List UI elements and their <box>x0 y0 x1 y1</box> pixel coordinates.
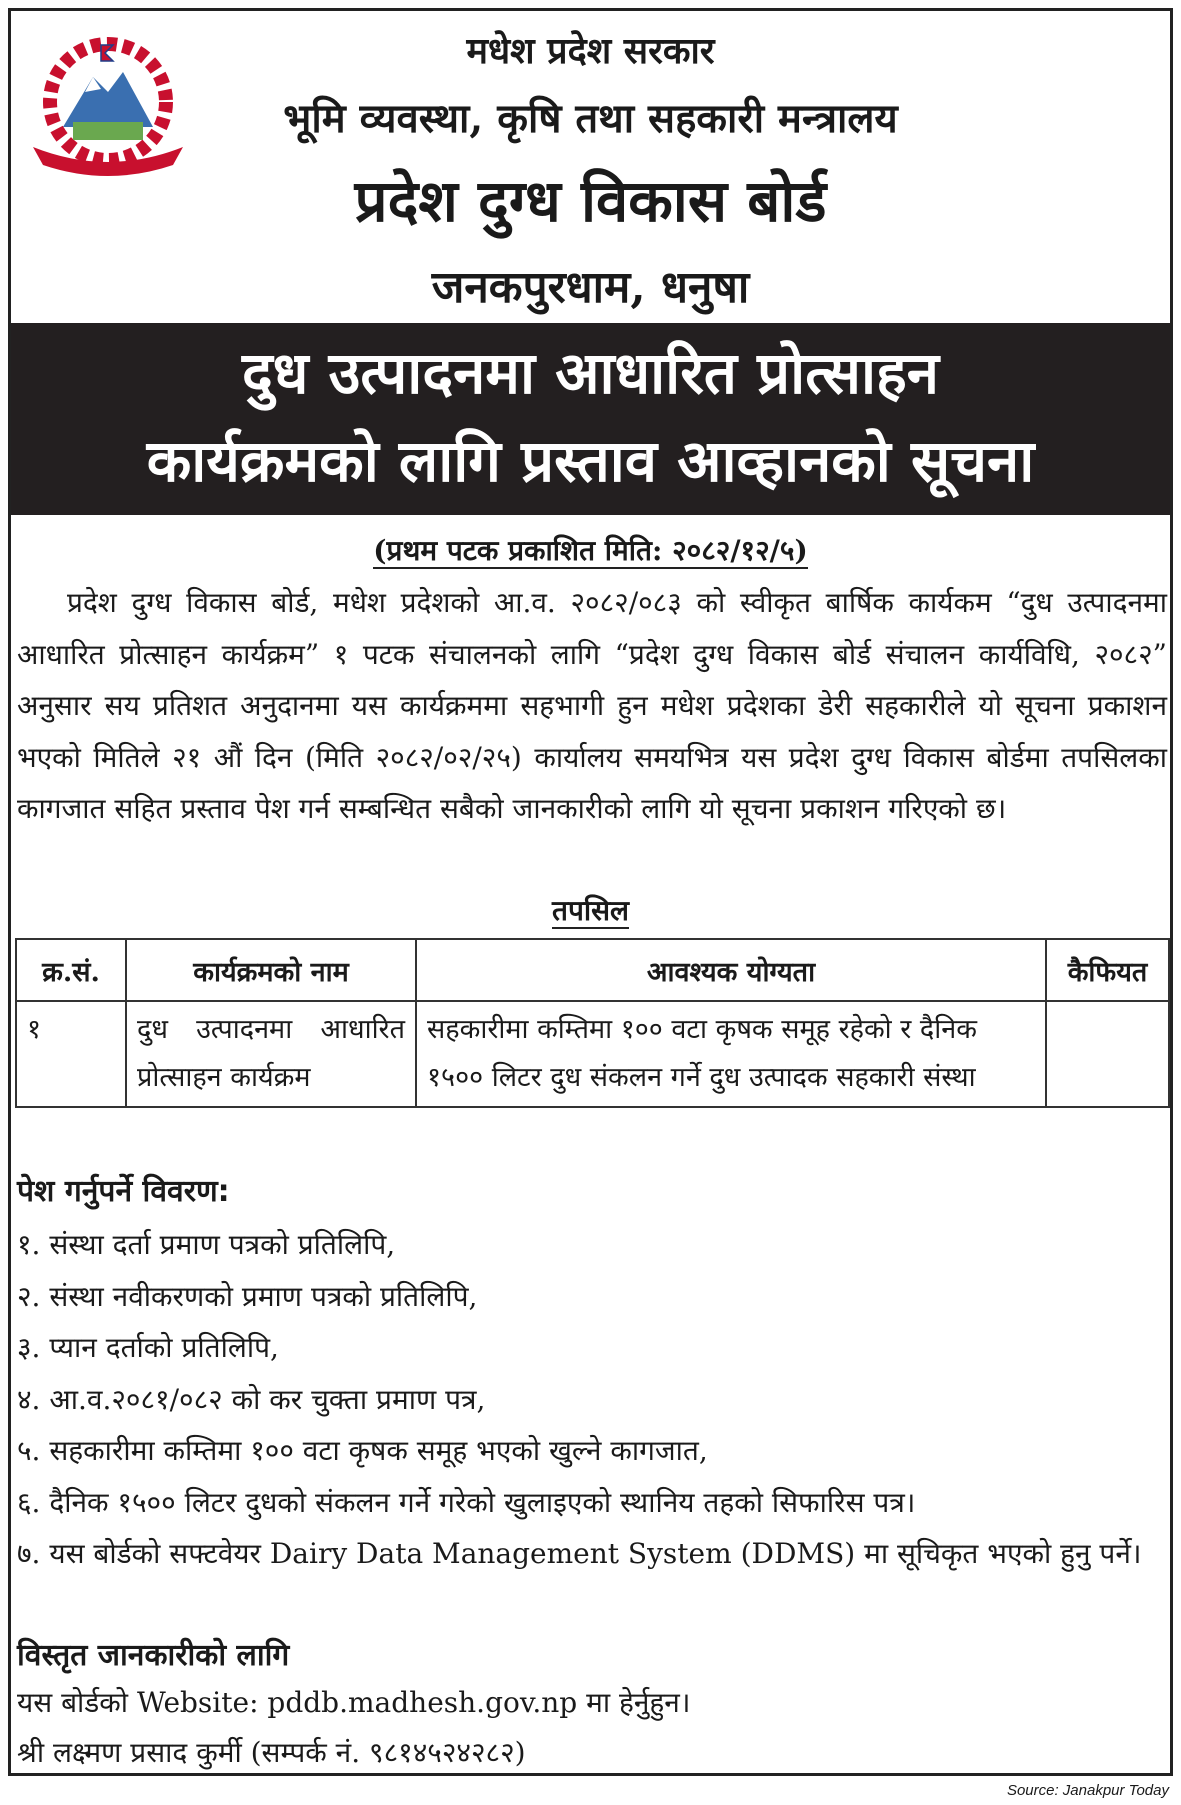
list-item: ५. सहकारीमा कम्तिमा १०० वटा कृषक समूह भएको खुल्ने कागजात, <box>17 1434 708 1467</box>
col-remarks: कैफियत <box>1046 939 1169 1001</box>
notice-body: प्रदेश दुग्ध विकास बोर्ड, मधेश प्रदेशको आ.व. २०८२/०८३ को स्वीकृत बार्षिक कार्यकम “दुध उत्पादनमा आधारित प्रोत्साहन कार्यक्रम” १ पटक संचालनको लागि “प्रदेश दुग्ध विकास बोर्ड संचालन कार्यविधि, २०८२” अनुसार सय प्रतिशत अनुदानमा यस कार्यक्रममा सहभागी हुन मधेश प्रदेशका डेरी सहकारीले यो सूचना प्रकाशन भएको मितिले २१ औं दिन (मिति २०८२/०२/२५) कार्यालय समयभित्र यस प्रदेश दुग्ध विकास बोर्डमा तपसिलका कागजात सहित प्रस्ताव पेश गर्न सम्बन्धित सबैको जानकारीको लागि यो सूचना प्रकाशन गरिएको छ। <box>17 586 1167 825</box>
cell-remarks <box>1046 1001 1169 1107</box>
source-credit: Source: Janakpur Today <box>1006 1782 1169 1799</box>
documents-heading: पेश गर्नुपर्ने विवरण: <box>17 1174 230 1209</box>
notice-title <box>11 323 1170 515</box>
list-item: २. संस्था नवीकरणको प्रमाण पत्रको प्रतिलिपि, <box>17 1279 478 1313</box>
notice <box>8 8 1173 1776</box>
government-name: मधेश प्रदेश सरकार <box>466 30 715 72</box>
schedule-heading-text: तपसिल <box>551 894 630 927</box>
cell-sn: १ <box>16 1001 126 1107</box>
list-item: ४. आ.व.२०८१/०८२ को कर चुक्ता प्रमाण पत्र, <box>17 1382 486 1416</box>
location: जनकपुरधाम, धनुषा <box>431 262 750 313</box>
list-item: १. संस्था दर्ता प्रमाण पत्रको प्रतिलिपि, <box>17 1228 396 1261</box>
cell-program: दुध उत्पादनमा आधारित प्रोत्साहन कार्यक्रम <box>126 1001 416 1107</box>
list-item: ६. दैनिक १५०० लिटर दुधको संकलन गर्ने गरेको खुलाइएको स्थानिय तहको सिफारिस पत्र। <box>17 1485 916 1519</box>
list-item: ३. प्यान दर्ताको प्रतिलिपि, <box>17 1331 279 1364</box>
publish-date-text: (प्रथम पटक प्रकाशित मिति: २०८२/१२/५) <box>373 534 808 567</box>
title-line-2: कार्यक्रमको लागि प्रस्ताव आव्हानको सूचना <box>146 427 1035 495</box>
table-row <box>16 1001 1169 1107</box>
contact-line: श्री लक्ष्मण प्रसाद कुर्मी (सम्पर्क नं. ९८१४५२४२८२) <box>17 1736 526 1769</box>
board-name: प्रदेश दुग्ध विकास बोर्ड <box>354 167 827 235</box>
list-item: ७. यस बोर्डको सफ्टवेयर Dairy Data Management System (DDMS) मा सूचिकृत भएको हुनु पर्ने। <box>17 1537 1142 1570</box>
schedule-heading <box>11 891 1170 929</box>
ministry-name: भूमि व्यवस्था, कृषि तथा सहकारी मन्त्रालय <box>283 95 898 142</box>
documents-list <box>17 1219 1167 1580</box>
col-qualification: आवश्यक योग्यता <box>416 939 1046 1001</box>
cell-qualification: सहकारीमा कम्तिमा १०० वटा कृषक समूह रहेको र दैनिक १५०० लिटर दुध संकलन गर्ने दुध उत्पादक सहकारी संस्था <box>416 1001 1046 1107</box>
table-header-row <box>16 939 1169 1001</box>
col-sn: क्र.सं. <box>16 939 126 1001</box>
schedule-table <box>15 938 1170 1108</box>
publish-date <box>11 531 1170 569</box>
col-program: कार्यक्रमको नाम <box>126 939 416 1001</box>
info-heading: विस्तृत जानकारीको लागि <box>17 1638 290 1673</box>
header <box>11 11 1170 323</box>
title-line-1: दुध उत्पादनमा आधारित प्रोत्साहन <box>241 339 939 407</box>
website-line: यस बोर्डको Website: pddb.madhesh.gov.np मा हेर्नुहुन। <box>17 1686 691 1719</box>
